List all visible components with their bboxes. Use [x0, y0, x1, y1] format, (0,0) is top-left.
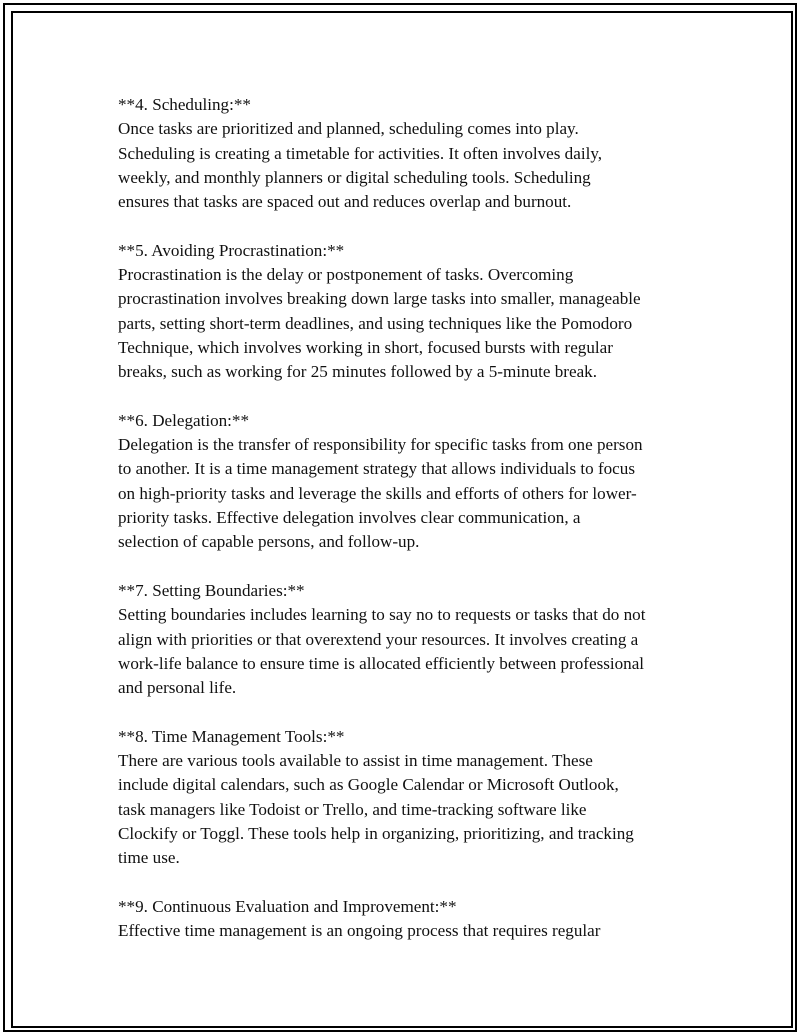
section-heading: **9. Continuous Evaluation and Improvement:**: [118, 896, 457, 916]
section-setting-boundaries: [118, 579, 698, 700]
paragraph-line: Scheduling is creating a timetable for activities. It often involves daily,: [118, 143, 603, 163]
paragraph-line: time use.: [118, 848, 180, 868]
paragraph-line: weekly, and monthly planners or digital scheduling tools. Scheduling: [118, 167, 591, 187]
section-scheduling: [118, 93, 698, 214]
paragraph-line: on high-priority tasks and leverage the skills and efforts of others for lower-: [118, 483, 637, 503]
document-body: [118, 93, 698, 968]
section-heading: **7. Setting Boundaries:**: [118, 580, 305, 600]
paragraph-line: task managers like Todoist or Trello, and time-tracking software like: [118, 799, 587, 819]
paragraph-line: ensures that tasks are spaced out and reduces overlap and burnout.: [118, 192, 572, 212]
paragraph-line: priority tasks. Effective delegation involves clear communication, a: [118, 508, 581, 528]
paragraph-line: align with priorities or that overextend your resources. It involves creating a: [118, 629, 639, 649]
paragraph-line: There are various tools available to assist in time management. These: [118, 751, 593, 771]
section-delegation: [118, 409, 698, 555]
section-heading: **8. Time Management Tools:**: [118, 726, 345, 746]
paragraph-line: include digital calendars, such as Google Calendar or Microsoft Outlook,: [118, 775, 619, 795]
paragraph-line: Setting boundaries includes learning to say no to requests or tasks that do not: [118, 605, 646, 625]
section-heading: **4. Scheduling:**: [118, 95, 251, 114]
paragraph-line: Clockify or Toggl. These tools help in organizing, prioritizing, and tracking: [118, 823, 634, 843]
section-continuous-evaluation: [118, 895, 698, 944]
paragraph-line: Technique, which involves working in short, focused bursts with regular: [118, 337, 613, 357]
paragraph-line: breaks, such as working for 25 minutes followed by a 5-minute break.: [118, 362, 597, 382]
paragraph-line: to another. It is a time management strategy that allows individuals to focus: [118, 459, 635, 479]
paragraph-line: parts, setting short-term deadlines, and using techniques like the Pomodoro: [118, 313, 633, 333]
paragraph-line: Procrastination is the delay or postponement of tasks. Overcoming: [118, 265, 574, 285]
paragraph-line: Delegation is the transfer of responsibility for specific tasks from one person: [118, 435, 643, 455]
section-time-management-tools: [118, 725, 698, 871]
paragraph-line: and personal life.: [118, 678, 237, 698]
section-avoiding-procrastination: [118, 239, 698, 385]
paragraph-line: Effective time management is an ongoing process that requires regular: [118, 921, 601, 941]
paragraph-line: procrastination involves breaking down large tasks into smaller, manageable: [118, 289, 641, 309]
section-heading: **6. Delegation:**: [118, 410, 250, 430]
paragraph-line: Once tasks are prioritized and planned, scheduling comes into play.: [118, 119, 579, 139]
paragraph-line: work-life balance to ensure time is allocated efficiently between professional: [118, 653, 645, 673]
section-heading: **5. Avoiding Procrastination:**: [118, 240, 345, 260]
paragraph-line: selection of capable persons, and follow-up.: [118, 532, 420, 552]
